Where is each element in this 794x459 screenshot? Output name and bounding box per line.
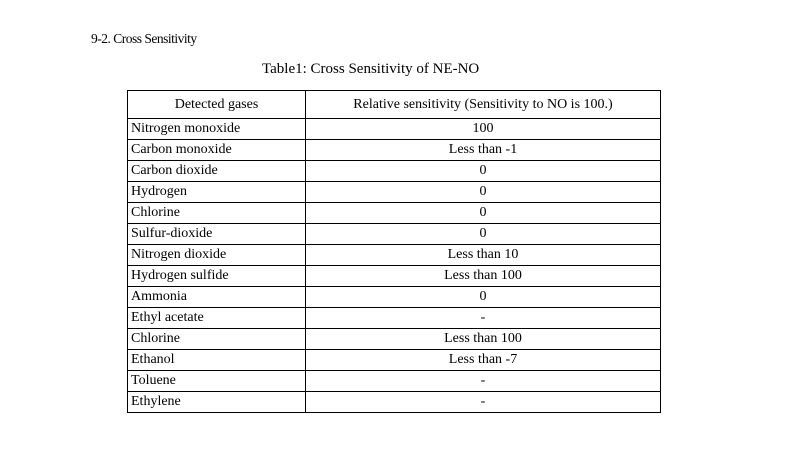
sensitivity-value: Less than 100: [306, 329, 661, 350]
gas-name: Nitrogen dioxide: [128, 245, 306, 266]
sensitivity-value: Less than -7: [306, 350, 661, 371]
table-row: [128, 119, 661, 140]
table-caption: Table1: Cross Sensitivity of NE-NO: [262, 61, 480, 77]
gas-name: Toluene: [128, 371, 306, 392]
header-row: [128, 91, 661, 119]
sensitivity-value: -: [306, 308, 661, 329]
sensitivity-value: 0: [306, 161, 661, 182]
section-heading: 9-2. Cross Sensitivity: [91, 31, 197, 46]
table-row: [128, 329, 661, 350]
sensitivity-value: -: [306, 392, 661, 413]
table-row: [128, 371, 661, 392]
sensitivity-value: Less than -1: [306, 140, 661, 161]
gas-name: Chlorine: [128, 329, 306, 350]
gas-name: Ethylene: [128, 392, 306, 413]
sensitivity-value: -: [306, 371, 661, 392]
table-row: [128, 140, 661, 161]
gas-name: Ammonia: [128, 287, 306, 308]
sensitivity-value: 0: [306, 224, 661, 245]
gas-name: Carbon monoxide: [128, 140, 306, 161]
sensitivity-value: 0: [306, 287, 661, 308]
table-row: [128, 266, 661, 287]
table-row: [128, 203, 661, 224]
gas-name: Nitrogen monoxide: [128, 119, 306, 140]
sensitivity-value: 0: [306, 182, 661, 203]
cross-sensitivity-table: [127, 90, 661, 413]
table-row: [128, 350, 661, 371]
gas-name: Hydrogen sulfide: [128, 266, 306, 287]
table-row: [128, 287, 661, 308]
header-detected-gases: Detected gases: [128, 91, 306, 119]
table-row: [128, 308, 661, 329]
gas-name: Carbon dioxide: [128, 161, 306, 182]
gas-name: Chlorine: [128, 203, 306, 224]
sensitivity-value: 100: [306, 119, 661, 140]
gas-name: Sulfur-dioxide: [128, 224, 306, 245]
table-header: [128, 91, 661, 119]
gas-name: Ethyl acetate: [128, 308, 306, 329]
gas-name: Ethanol: [128, 350, 306, 371]
table-row: [128, 182, 661, 203]
table-row: [128, 161, 661, 182]
table-body: [128, 119, 661, 413]
sensitivity-value: Less than 100: [306, 266, 661, 287]
sensitivity-value: Less than 10: [306, 245, 661, 266]
sensitivity-value: 0: [306, 203, 661, 224]
table-row: [128, 245, 661, 266]
header-relative-sensitivity: Relative sensitivity (Sensitivity to NO is 100.): [306, 91, 661, 119]
table-row: [128, 392, 661, 413]
table-row: [128, 224, 661, 245]
gas-name: Hydrogen: [128, 182, 306, 203]
